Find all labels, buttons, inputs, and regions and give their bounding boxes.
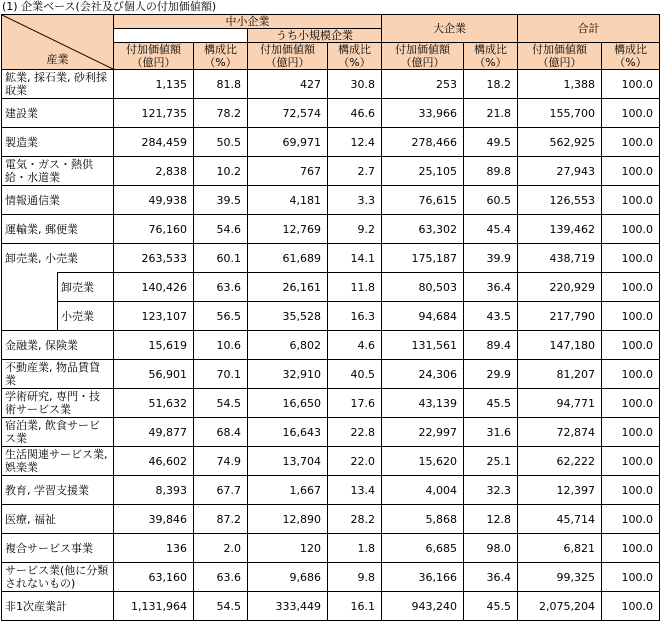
- value-cell: 45,714: [518, 505, 602, 534]
- ratio-cell: 46.6: [328, 99, 382, 128]
- indent-cell: [2, 302, 58, 331]
- value-cell: 26,161: [248, 273, 328, 302]
- value-col-unit: （億円）: [537, 56, 582, 69]
- value-cell: 123,107: [114, 302, 194, 331]
- ratio-col-header: [328, 43, 382, 70]
- ratio-cell: 100.0: [602, 534, 660, 563]
- ratio-cell: 100.0: [602, 418, 660, 447]
- value-cell: 131,561: [382, 331, 464, 360]
- ratio-cell: 74.9: [194, 447, 248, 476]
- value-cell: 175,187: [382, 244, 464, 273]
- large-header: 大企業: [382, 15, 518, 43]
- value-col-label: 付加価値額: [395, 43, 450, 56]
- ratio-cell: 18.2: [464, 70, 518, 99]
- ratio-cell: 100.0: [602, 186, 660, 215]
- industry-name: 教育, 学習支援業: [2, 476, 114, 505]
- value-cell: 120: [248, 534, 328, 563]
- ratio-cell: 45.5: [464, 592, 518, 621]
- ratio-cell: 78.2: [194, 99, 248, 128]
- value-cell: 943,240: [382, 592, 464, 621]
- table-row: [2, 360, 660, 389]
- ratio-cell: 12.4: [328, 128, 382, 157]
- ratio-cell: 28.2: [328, 505, 382, 534]
- value-cell: 217,790: [518, 302, 602, 331]
- value-col-header: [518, 43, 602, 70]
- value-cell: 49,938: [114, 186, 194, 215]
- table-row: [2, 302, 660, 331]
- value-cell: 140,426: [114, 273, 194, 302]
- value-cell: 15,620: [382, 447, 464, 476]
- value-cell: 62,222: [518, 447, 602, 476]
- ratio-cell: 100.0: [602, 215, 660, 244]
- value-cell: 147,180: [518, 331, 602, 360]
- value-cell: 263,533: [114, 244, 194, 273]
- ratio-cell: 2.7: [328, 157, 382, 186]
- ratio-col-header: [602, 43, 660, 70]
- value-cell: 9,686: [248, 563, 328, 592]
- value-cell: 767: [248, 157, 328, 186]
- value-cell: 155,700: [518, 99, 602, 128]
- ratio-col-unit: （%）: [614, 56, 647, 69]
- ratio-col-unit: （%）: [338, 56, 371, 69]
- value-cell: 76,160: [114, 215, 194, 244]
- value-cell: 56,901: [114, 360, 194, 389]
- value-cell: 6,821: [518, 534, 602, 563]
- ratio-cell: 32.3: [464, 476, 518, 505]
- value-cell: 1,667: [248, 476, 328, 505]
- ratio-cell: 81.8: [194, 70, 248, 99]
- ratio-cell: 30.8: [328, 70, 382, 99]
- ratio-col-label: 構成比: [338, 43, 371, 56]
- ratio-col-unit: （%）: [474, 56, 507, 69]
- ratio-cell: 16.3: [328, 302, 382, 331]
- ratio-cell: 100.0: [602, 447, 660, 476]
- value-cell: 12,890: [248, 505, 328, 534]
- industry-name: 非1次産業計: [2, 592, 114, 621]
- value-cell: 139,462: [518, 215, 602, 244]
- industry-name: 鉱業, 採石業, 砂利採取業: [2, 70, 114, 99]
- ratio-cell: 9.2: [328, 215, 382, 244]
- value-cell: 94,771: [518, 389, 602, 418]
- industry-header-label: 産業: [46, 53, 69, 66]
- value-cell: 35,528: [248, 302, 328, 331]
- ratio-cell: 100.0: [602, 70, 660, 99]
- table-row: [2, 186, 660, 215]
- table-row: [2, 273, 660, 302]
- ratio-cell: 40.5: [328, 360, 382, 389]
- industry-name: 金融業, 保険業: [2, 331, 114, 360]
- ratio-cell: 100.0: [602, 360, 660, 389]
- value-cell: 32,910: [248, 360, 328, 389]
- table-row: [2, 505, 660, 534]
- ratio-cell: 70.1: [194, 360, 248, 389]
- value-cell: 2,838: [114, 157, 194, 186]
- industry-name: 情報通信業: [2, 186, 114, 215]
- sub-industry-name: 小売業: [58, 302, 114, 331]
- ratio-cell: 100.0: [602, 505, 660, 534]
- value-cell: 61,689: [248, 244, 328, 273]
- ratio-cell: 11.8: [328, 273, 382, 302]
- ratio-cell: 29.9: [464, 360, 518, 389]
- industry-header: [2, 15, 114, 70]
- ratio-cell: 25.1: [464, 447, 518, 476]
- ratio-cell: 43.5: [464, 302, 518, 331]
- ratio-cell: 10.2: [194, 157, 248, 186]
- ratio-cell: 100.0: [602, 244, 660, 273]
- table-row: [2, 447, 660, 476]
- value-cell: 562,925: [518, 128, 602, 157]
- industry-name: 運輸業, 郵便業: [2, 215, 114, 244]
- ratio-cell: 54.5: [194, 389, 248, 418]
- value-cell: 33,966: [382, 99, 464, 128]
- value-cell: 333,449: [248, 592, 328, 621]
- value-cell: 12,769: [248, 215, 328, 244]
- value-cell: 12,397: [518, 476, 602, 505]
- value-cell: 2,075,204: [518, 592, 602, 621]
- ratio-col-label: 構成比: [614, 43, 647, 56]
- table-row: [2, 476, 660, 505]
- value-added-table: [1, 14, 660, 621]
- industry-name: 製造業: [2, 128, 114, 157]
- industry-name: 卸売業, 小売業: [2, 244, 114, 273]
- table-row: [2, 215, 660, 244]
- ratio-cell: 9.8: [328, 563, 382, 592]
- industry-name: 学術研究, 専門・技術サービス業: [2, 389, 114, 418]
- table-row: [2, 534, 660, 563]
- table-row: [2, 563, 660, 592]
- ratio-cell: 21.8: [464, 99, 518, 128]
- indent-cell: [2, 273, 58, 302]
- value-cell: 36,166: [382, 563, 464, 592]
- table-row: [2, 418, 660, 447]
- ratio-cell: 1.8: [328, 534, 382, 563]
- value-cell: 6,802: [248, 331, 328, 360]
- ratio-cell: 14.1: [328, 244, 382, 273]
- ratio-cell: 54.6: [194, 215, 248, 244]
- ratio-cell: 100.0: [602, 563, 660, 592]
- value-cell: 80,503: [382, 273, 464, 302]
- ratio-cell: 60.1: [194, 244, 248, 273]
- sub-industry-name: 卸売業: [58, 273, 114, 302]
- ratio-cell: 2.0: [194, 534, 248, 563]
- table-row: [2, 244, 660, 273]
- value-col-header: [114, 43, 194, 70]
- ratio-cell: 63.6: [194, 563, 248, 592]
- ratio-col-unit: （%）: [204, 56, 237, 69]
- ratio-cell: 16.1: [328, 592, 382, 621]
- total-header: 合計: [518, 15, 660, 43]
- value-col-unit: （億円）: [131, 56, 176, 69]
- table-row: [2, 331, 660, 360]
- table-row: [2, 157, 660, 186]
- value-cell: 15,619: [114, 331, 194, 360]
- value-cell: 121,735: [114, 99, 194, 128]
- ratio-col-label: 構成比: [474, 43, 507, 56]
- ratio-cell: 45.4: [464, 215, 518, 244]
- value-cell: 63,160: [114, 563, 194, 592]
- value-col-label: 付加価値額: [532, 43, 587, 56]
- ratio-cell: 100.0: [602, 273, 660, 302]
- ratio-cell: 100.0: [602, 128, 660, 157]
- ratio-col-header: [194, 43, 248, 70]
- ratio-cell: 89.4: [464, 331, 518, 360]
- value-cell: 43,139: [382, 389, 464, 418]
- value-cell: 4,181: [248, 186, 328, 215]
- table-row: [2, 99, 660, 128]
- ratio-cell: 45.5: [464, 389, 518, 418]
- value-cell: 46,602: [114, 447, 194, 476]
- value-cell: 126,553: [518, 186, 602, 215]
- value-col-unit: （億円）: [400, 56, 445, 69]
- ratio-cell: 13.4: [328, 476, 382, 505]
- value-cell: 72,874: [518, 418, 602, 447]
- table-row: [2, 70, 660, 99]
- value-cell: 220,929: [518, 273, 602, 302]
- ratio-cell: 67.7: [194, 476, 248, 505]
- value-cell: 6,685: [382, 534, 464, 563]
- value-cell: 284,459: [114, 128, 194, 157]
- ratio-cell: 4.6: [328, 331, 382, 360]
- ratio-cell: 100.0: [602, 476, 660, 505]
- ratio-col-header: [464, 43, 518, 70]
- ratio-cell: 56.5: [194, 302, 248, 331]
- ratio-cell: 36.4: [464, 563, 518, 592]
- ratio-cell: 36.4: [464, 273, 518, 302]
- value-cell: 72,574: [248, 99, 328, 128]
- value-cell: 427: [248, 70, 328, 99]
- industry-name: 医療, 福祉: [2, 505, 114, 534]
- industry-name: サービス業(他に分類されないもの): [2, 563, 114, 592]
- value-cell: 16,643: [248, 418, 328, 447]
- ratio-cell: 60.5: [464, 186, 518, 215]
- ratio-cell: 100.0: [602, 331, 660, 360]
- value-cell: 27,943: [518, 157, 602, 186]
- value-cell: 13,704: [248, 447, 328, 476]
- ratio-cell: 31.6: [464, 418, 518, 447]
- value-col-header: [382, 43, 464, 70]
- value-cell: 94,684: [382, 302, 464, 331]
- ratio-cell: 3.3: [328, 186, 382, 215]
- value-cell: 39,846: [114, 505, 194, 534]
- value-cell: 81,207: [518, 360, 602, 389]
- ratio-cell: 100.0: [602, 157, 660, 186]
- value-cell: 51,632: [114, 389, 194, 418]
- ratio-cell: 39.9: [464, 244, 518, 273]
- ratio-cell: 89.8: [464, 157, 518, 186]
- value-cell: 22,997: [382, 418, 464, 447]
- ratio-cell: 87.2: [194, 505, 248, 534]
- ratio-cell: 39.5: [194, 186, 248, 215]
- small-header: うち小規模企業: [248, 29, 382, 43]
- ratio-cell: 100.0: [602, 592, 660, 621]
- industry-name: 宿泊業, 飲食サービス業: [2, 418, 114, 447]
- table-row: [2, 128, 660, 157]
- industry-name: 複合サービス事業: [2, 534, 114, 563]
- ratio-cell: 50.5: [194, 128, 248, 157]
- ratio-cell: 12.8: [464, 505, 518, 534]
- value-col-unit: （億円）: [265, 56, 310, 69]
- industry-name: 建設業: [2, 99, 114, 128]
- ratio-cell: 49.5: [464, 128, 518, 157]
- value-cell: 278,466: [382, 128, 464, 157]
- value-cell: 63,302: [382, 215, 464, 244]
- value-cell: 4,004: [382, 476, 464, 505]
- value-col-label: 付加価値額: [126, 43, 181, 56]
- industry-name: 電気・ガス・熱供給・水道業: [2, 157, 114, 186]
- ratio-col-label: 構成比: [204, 43, 237, 56]
- ratio-cell: 68.4: [194, 418, 248, 447]
- ratio-cell: 100.0: [602, 302, 660, 331]
- industry-name: 不動産業, 物品賃貸業: [2, 360, 114, 389]
- table-caption: (1) 企業ベース(会社及び個人の付加価値額): [2, 0, 217, 13]
- value-cell: 99,325: [518, 563, 602, 592]
- ratio-cell: 63.6: [194, 273, 248, 302]
- ratio-cell: 100.0: [602, 389, 660, 418]
- industry-name: 生活関連サービス業, 娯楽業: [2, 447, 114, 476]
- value-cell: 253: [382, 70, 464, 99]
- value-cell: 1,131,964: [114, 592, 194, 621]
- ratio-cell: 22.0: [328, 447, 382, 476]
- sme-spacer: [114, 29, 248, 43]
- value-cell: 16,650: [248, 389, 328, 418]
- value-cell: 438,719: [518, 244, 602, 273]
- ratio-cell: 54.5: [194, 592, 248, 621]
- table-row: [2, 389, 660, 418]
- value-cell: 5,868: [382, 505, 464, 534]
- value-col-label: 付加価値額: [260, 43, 315, 56]
- ratio-cell: 22.8: [328, 418, 382, 447]
- ratio-cell: 100.0: [602, 99, 660, 128]
- sme-header: 中小企業: [114, 15, 382, 29]
- value-cell: 25,105: [382, 157, 464, 186]
- value-cell: 8,393: [114, 476, 194, 505]
- table-row: [2, 592, 660, 621]
- value-col-header: [248, 43, 328, 70]
- value-cell: 1,388: [518, 70, 602, 99]
- value-cell: 69,971: [248, 128, 328, 157]
- value-cell: 24,306: [382, 360, 464, 389]
- ratio-cell: 98.0: [464, 534, 518, 563]
- value-cell: 49,877: [114, 418, 194, 447]
- value-cell: 136: [114, 534, 194, 563]
- value-cell: 1,135: [114, 70, 194, 99]
- ratio-cell: 17.6: [328, 389, 382, 418]
- value-cell: 76,615: [382, 186, 464, 215]
- ratio-cell: 10.6: [194, 331, 248, 360]
